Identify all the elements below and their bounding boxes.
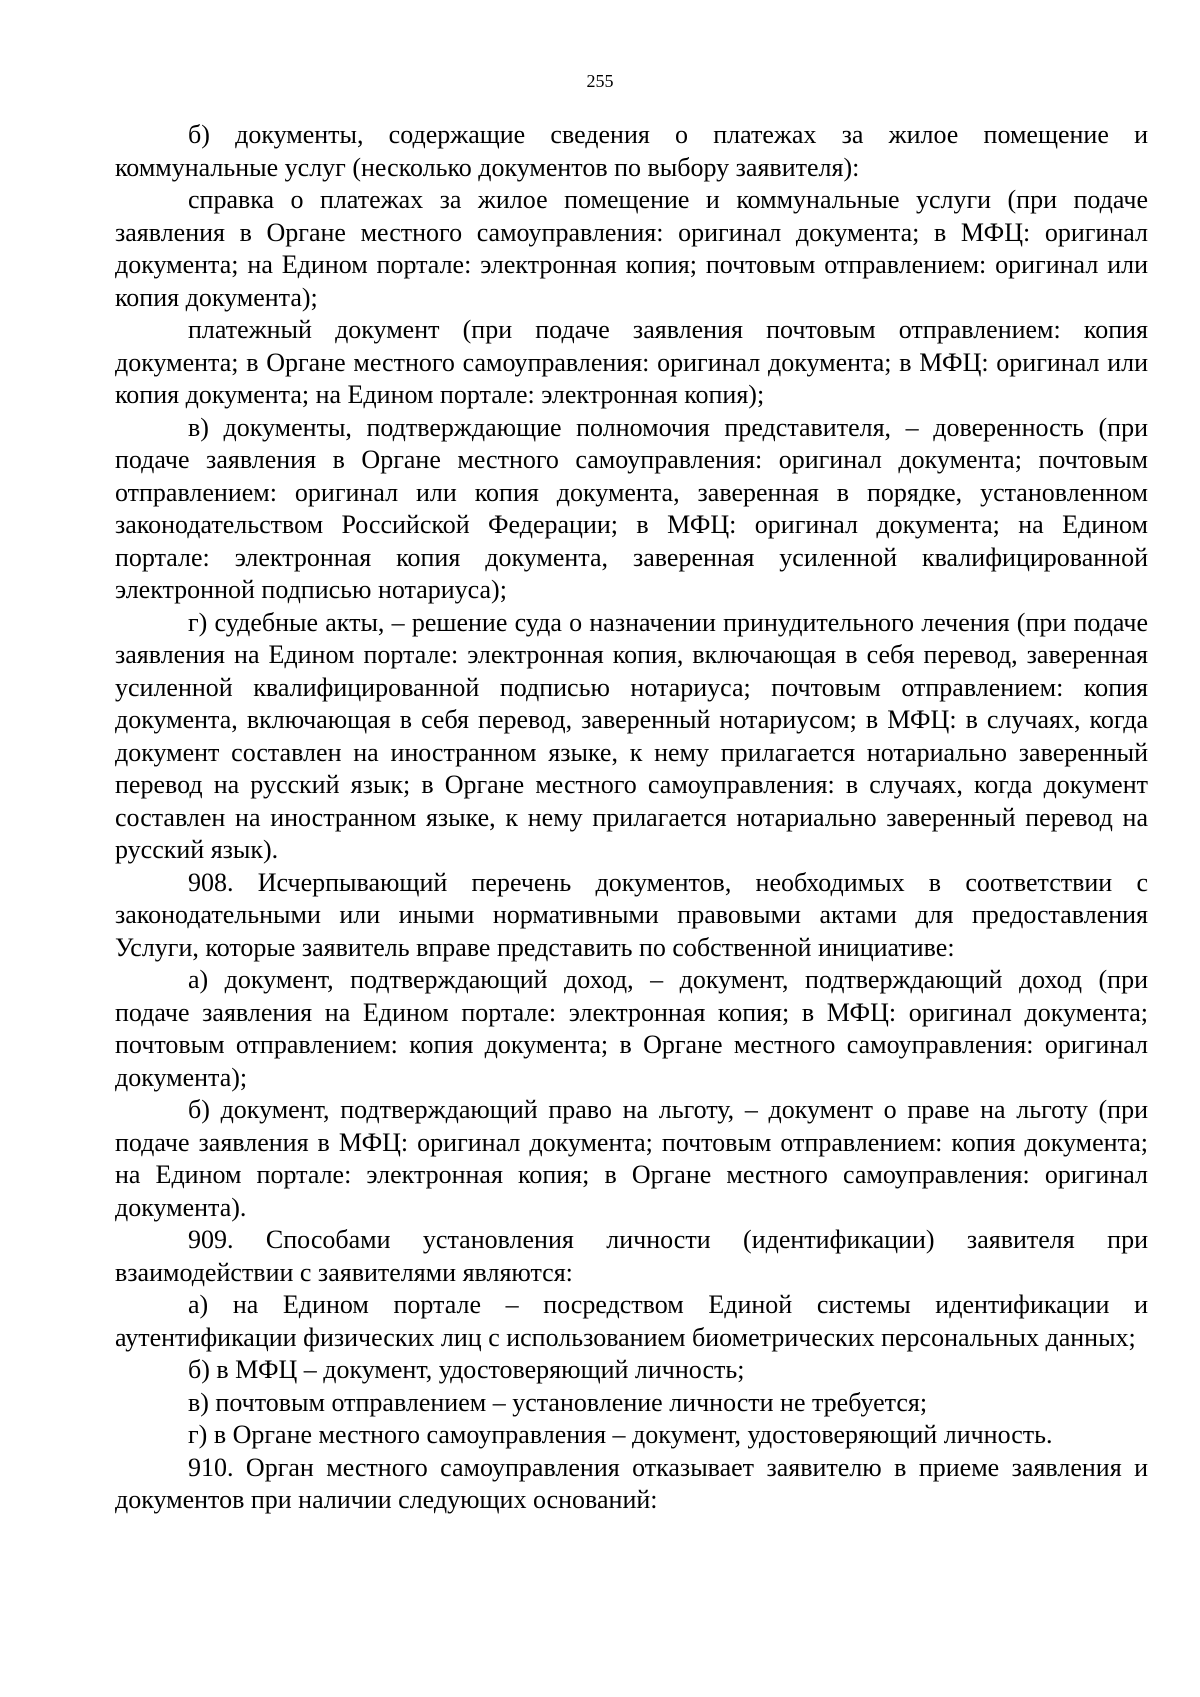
document-body	[115, 119, 1148, 1517]
paragraph-908: 908. Исчерпывающий перечень документов, необходимых в соответствии с законодательными или иными нормативными правовыми актами для предоставления Услуги, которые заявитель вправе представить по собственной инициативе:	[115, 867, 1148, 962]
paragraph-b-benefit-document: б) документ, подтверждающий право на льготу, – документ о праве на льготу (при подаче заявления в МФЦ: оригинал документа; почтовым отправлением: копия документа; на Едином портале: электронная копия; в Органе местного самоуправления: оригинал документа).	[115, 1095, 1148, 1222]
paragraph-a-income-document: а) документ, подтверждающий доход, – документ, подтверждающий доход (при подаче заявления на Едином портале: электронная копия; в МФЦ: оригинал документа; почтовым отправлением: копия документа; в Органе местного самоуправления: оригинал документа);	[115, 965, 1148, 1092]
paragraph-payment-document: платежный документ (при подаче заявления почтовым отправлением: копия документа; в Органе местного самоуправления: оригинал документа; в МФЦ: оригинал или копия документа; на Едином портале: электронная копия);	[115, 315, 1148, 409]
paragraph-a-unified-portal: а) на Едином портале – посредством Единой системы идентификации и аутентификации физических лиц с использованием биометрических персональных данных;	[115, 1290, 1148, 1352]
paragraph-909: 909. Способами установления личности (идентификации) заявителя при взаимодействии с заявителями являются:	[115, 1225, 1148, 1287]
page-number: 255	[586, 71, 614, 91]
paragraph-v-postal: в) почтовым отправлением – установление личности не требуется;	[188, 1387, 928, 1417]
paragraph-g-court-acts: г) судебные акты, – решение суда о назначении принудительного лечения (при подаче заявления на Едином портале: электронная копия, включающая в себя перевод, заверенная усиленной квалифицированной подписью нотариуса; почтовым отправлением: копия документа, включающая в себя перевод, заверенный нотариусом; в МФЦ: в случаях, когда документ составлен на иностранном языке, к нему прилагается нотариально заверенный перевод на русский язык; в Органе местного самоуправления: в случаях, когда документ составлен на иностранном языке, к нему прилагается нотариально заверенный перевод на русский язык).	[115, 607, 1148, 864]
paragraph-b-mfc: б) в МФЦ – документ, удостоверяющий личность;	[188, 1355, 745, 1384]
paragraph-v-power-of-attorney: в) документы, подтверждающие полномочия представителя, – доверенность (при подаче заявления в Органе местного самоуправления: оригинал документа; почтовым отправлением: оригинал или копия документа, заверенная в порядке, установленном законодательством Российской Федерации; в МФЦ: оригинал документа; на Едином портале: электронная копия документа, заверенная усиленной квалифицированной электронной подписью нотариуса);	[115, 412, 1148, 604]
paragraph-910: 910. Орган местного самоуправления отказывает заявителю в приеме заявления и документов при наличии следующих оснований:	[115, 1452, 1148, 1514]
paragraph-payment-certificate: справка о платежах за жилое помещение и коммунальные услуги (при подаче заявления в Органе местного самоуправления: оригинал документа; в МФЦ: оригинал документа; на Едином портале: электронная копия; почтовым отправлением: оригинал или копия документа);	[115, 185, 1148, 312]
paragraph-b-payment-documents: б) документы, содержащие сведения о платежах за жилое помещение и коммунальные услуг (несколько документов по выбору заявителя):	[115, 120, 1148, 182]
paragraph-g-local-authority: г) в Органе местного самоуправления – документ, удостоверяющий личность.	[188, 1420, 1053, 1449]
